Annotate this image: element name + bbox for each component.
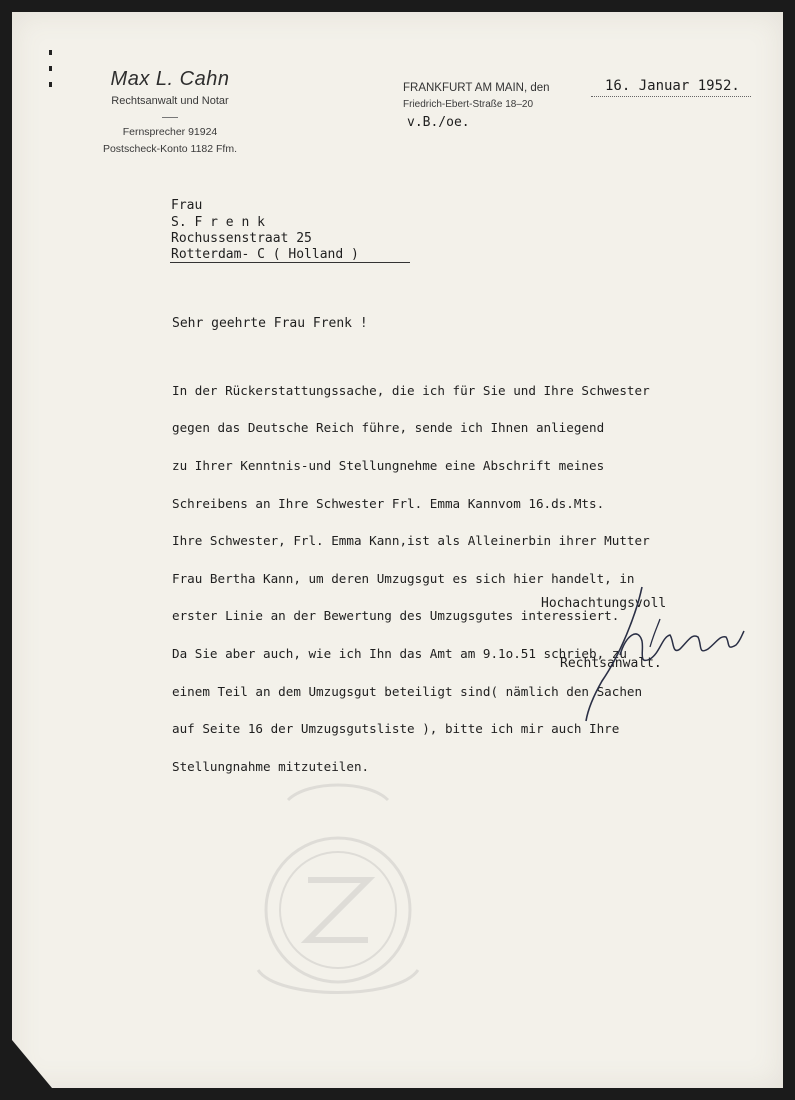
recipient-line: Rochussenstraat 25: [171, 231, 312, 246]
punch-mark: [49, 66, 52, 71]
body-line: In der Rückerstattungssache, die ich für Sie und Ihre Schwester: [172, 382, 650, 398]
letterhead-profession: Rechtsanwalt und Notar: [111, 95, 229, 107]
salutation: Sehr geehrte Frau Frenk !: [172, 316, 368, 331]
body-line: auf Seite 16 der Umzugsgutsliste ), bitte ich mir auch Ihre: [172, 721, 620, 737]
reference-code: v.B./oe.: [407, 115, 470, 130]
faint-stamp-watermark: [228, 760, 448, 1020]
handwritten-signature: [580, 585, 750, 725]
date-dotted-line: [591, 96, 751, 97]
recipient-line: S. F r e n k: [171, 215, 265, 230]
letterhead-postcheck: Postscheck-Konto 1182 Ffm.: [102, 143, 238, 155]
closing: Hochachtungsvoll: [541, 596, 667, 611]
body-line: Schreibens an Ihre Schwester Frl. Emma Kannvom 16.ds.Mts.: [172, 495, 605, 511]
recipient-line: Frau: [171, 198, 203, 213]
body-line: Stellungnahme mitzuteilen.: [172, 758, 370, 774]
body-line: einem Teil an dem Umzugsgut beteiligt sind( nämlich den Sachen: [172, 683, 643, 699]
letterhead-name: Max L. Cahn: [110, 68, 230, 90]
body-line: erster Linie an der Bewertung des Umzugsgutes interessiert.: [172, 608, 620, 624]
punch-mark: [49, 82, 52, 87]
street-address: Friedrich-Ebert-Straße 18–20: [403, 99, 534, 110]
body-line: Ihre Schwester, Frl. Emma Kann,ist als Alleinerbin ihrer Mutter: [172, 533, 650, 549]
body-line: zu Ihrer Kenntnis-und Stellungnehme eine Abschrift meines: [172, 457, 605, 473]
body-line: gegen das Deutsche Reich führe, sende ich Ihnen anliegend: [172, 420, 605, 436]
city-label: FRANKFURT AM MAIN, den: [403, 82, 550, 94]
body-line: Da Sie aber auch, wie ich Ihn das Amt am 9.1o.51 schrieb, zu: [172, 645, 627, 661]
letterhead-phone: Fernsprecher 91924: [122, 126, 218, 138]
letterhead-divider: [162, 117, 178, 118]
punch-mark: [49, 50, 52, 55]
signer-title: Rechtsanwalt.: [560, 656, 662, 671]
letter-body: [172, 363, 650, 795]
letter-date: 16. Januar 1952.: [605, 78, 740, 94]
address-underline: [170, 262, 410, 263]
recipient-line: Rotterdam- C ( Holland ): [171, 247, 359, 262]
body-line: Frau Bertha Kann, um deren Umzugsgut es sich hier handelt, in: [172, 570, 635, 586]
